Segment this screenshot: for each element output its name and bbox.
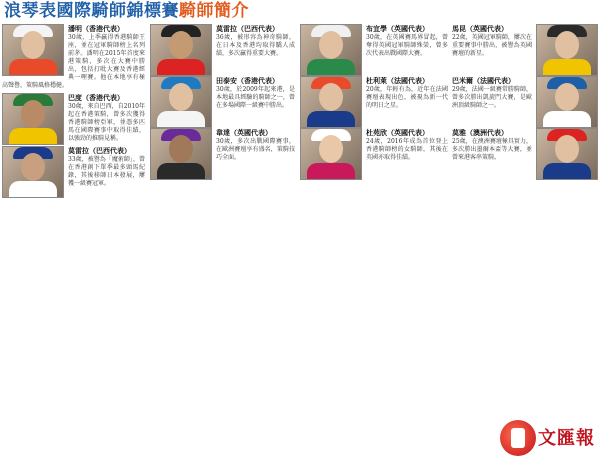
headline: [0, 0, 600, 22]
column-2: [150, 24, 295, 462]
newspaper-logo: [500, 418, 596, 458]
jockey-name: 莫雅（澳洲代表）: [452, 129, 508, 137]
column-3: [300, 24, 448, 462]
jockey-bio: 30歲，於2009年起來港，是本地最具經驗的騎師之一，曾在多場國際一級賽中勝出。: [216, 86, 295, 109]
jockey-entry: [2, 24, 145, 90]
jockey-bio: 36歲，被形容為神奇騎師，在日本及香港均取得驕人成績，多次贏得重要大賽。: [216, 34, 295, 57]
jockey-name: 潘明（香港代表）: [68, 25, 124, 33]
jockey-bio: 24歲，2016年成為首位登上香港騎師榜的女騎師，其後在英國亦取得佳績。: [366, 138, 448, 161]
headline-part2: 騎師簡介: [179, 1, 249, 21]
jockey-bio: 30歲，多次出戰國際賽事，在歐洲賽壇享有盛名，策騎技巧全面。: [216, 138, 295, 161]
jockey-photo: [150, 76, 212, 128]
jockey-entry: [150, 24, 295, 58]
jockey-bio: 29歲，法國一級賽常勝騎師，曾多次勝出凱旋門大賽，是歐洲頂級騎師之一。: [452, 86, 532, 109]
jockey-photo: [300, 24, 362, 76]
jockey-name: 莫雷拉（巴西代表）: [216, 25, 279, 33]
jockey-entry: [452, 24, 598, 58]
jockey-photo: [2, 24, 64, 76]
jockey-photo: [2, 93, 64, 145]
jockey-entry: [300, 128, 448, 162]
jockey-photo: [536, 128, 598, 180]
jockey-bio: 30歲，來自巴西，自2010年起在香港策騎，曾多次獲得香港騎師榜亞軍，並憑多匹馬在國際賽事中取得佳績，以強勁的推騎見稱。: [68, 103, 145, 142]
headline-part1: 浪琴表國際騎師錦標賽: [4, 1, 179, 21]
jockey-bio: 33歲，被譽為「魔術師」，曾在香港創下單季最多頭馬紀錄，其後移師日本發展，屢獲一級賽冠軍。: [68, 156, 145, 187]
jockey-photo: [300, 128, 362, 180]
headline-text: [4, 0, 249, 22]
jockey-name: 布宜學（英國代表）: [366, 25, 429, 33]
jockey-photo: [536, 76, 598, 128]
jockey-entry: [452, 128, 598, 162]
jockey-photo: [300, 76, 362, 128]
jockey-name: 巴度（香港代表）: [68, 94, 124, 102]
jockey-name: 韋達（英國代表）: [216, 129, 272, 137]
jockey-bio: 20歲，年輕有為，近年在法國賽壇表現出色，被視為新一代的明日之星。: [366, 86, 448, 109]
jockey-name: 杜苑欣（英國代表）: [366, 129, 429, 137]
jockey-bio: 30歲，在英國賽馬界冒起，曾奪得英國冠軍騎師殊榮，曾多次代表出戰國際大賽。: [366, 34, 448, 57]
column-1: [2, 24, 145, 462]
jockey-name: 馬昆（英國代表）: [452, 25, 508, 33]
jockey-bio: 30歲，上季贏得香港騎師王座，並在冠軍騎師榜上名列前茅。潘明在2015年首度來港策騎，多次在大賽中勝出，包括打吡大賽及香港經典一哩賽。他在本地享有極高聲譽，策騎風格穩健。: [2, 34, 145, 89]
jockey-entry: [150, 128, 295, 162]
jockey-photo: [150, 24, 212, 76]
logo-text: 文匯報: [538, 428, 595, 449]
column-4: [452, 24, 598, 462]
jockey-photo: [150, 128, 212, 180]
jockey-entry: [300, 24, 448, 58]
jockey-entry: [300, 76, 448, 110]
logo-icon: [500, 420, 536, 456]
jockey-name: 莫雷拉（巴西代表）: [68, 147, 131, 155]
jockey-bio: 25歲，在澳洲賽壇極具實力，多次勝出墨爾本盃等大賽，並曾來港客串策騎。: [452, 138, 532, 161]
jockey-entry: [150, 76, 295, 110]
jockey-photo: [2, 146, 64, 198]
jockey-photo: [536, 24, 598, 76]
jockey-entry: [2, 93, 145, 143]
jockey-entry: [2, 146, 145, 188]
jockey-name: 巴米爾（法國代表）: [452, 77, 515, 85]
jockey-name: 田泰安（香港代表）: [216, 77, 279, 85]
jockey-entry: [452, 76, 598, 110]
jockey-bio: 22歲，英國冠軍騎師，屢次在重要賽事中勝出，被譽為英國賽壇的新星。: [452, 34, 532, 57]
jockey-name: 杜利萊（法國代表）: [366, 77, 429, 85]
